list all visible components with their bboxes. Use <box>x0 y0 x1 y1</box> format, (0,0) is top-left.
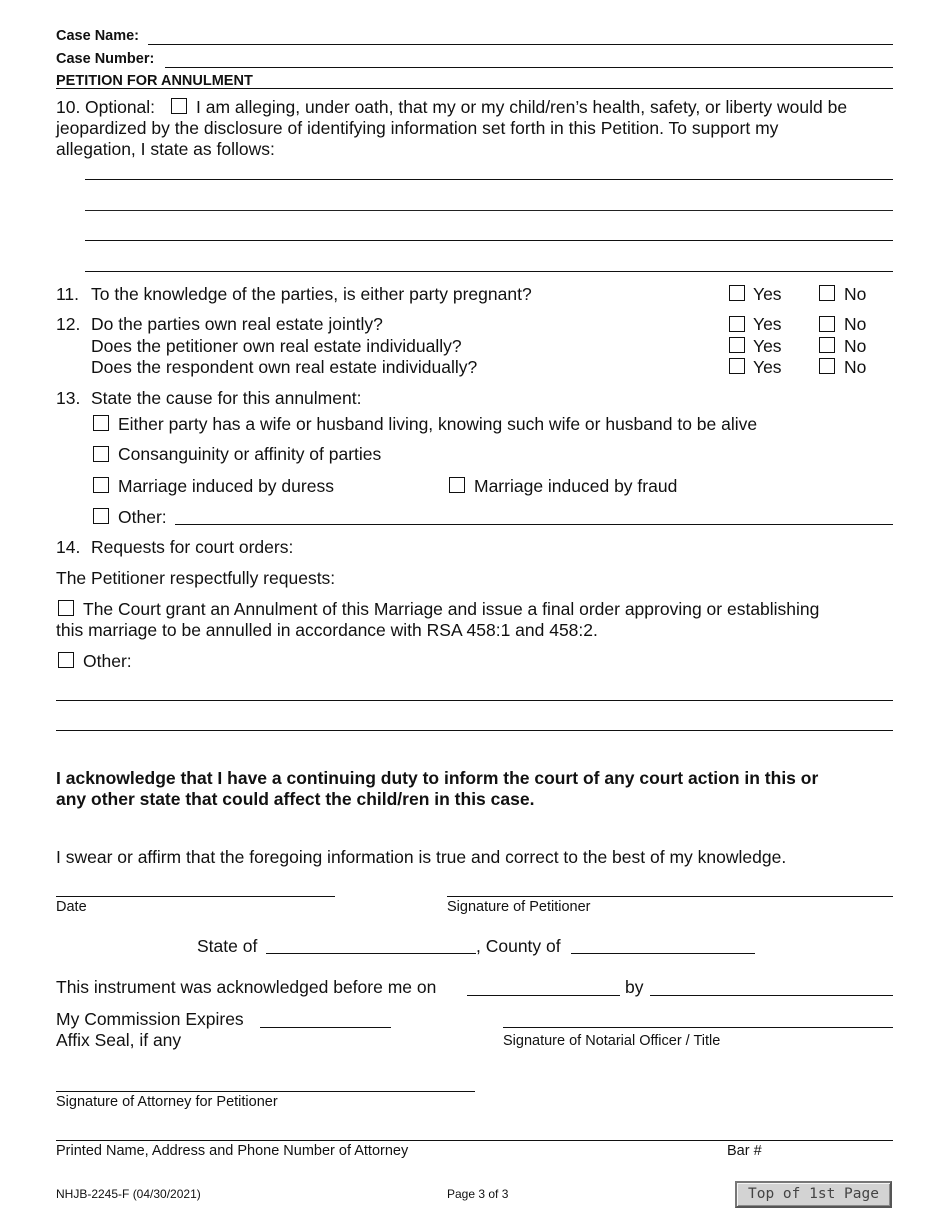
seal-label: Affix Seal, if any <box>56 1030 182 1050</box>
acknowledged-label: This instrument was acknowledged before me on <box>56 977 437 997</box>
notary-signature-label: Signature of Notarial Officer / Title <box>503 1033 721 1049</box>
item13-bigamy-label: Either party has a wife or husband living, knowing such wife or husband to be alive <box>118 414 758 434</box>
item12-respondent-yes-checkbox[interactable] <box>729 358 745 374</box>
petitioner-signature-label: Signature of Petitioner <box>447 899 591 915</box>
case-number-field[interactable] <box>165 67 893 68</box>
item11-number: 11. <box>56 284 80 304</box>
attorney-info-label: Printed Name, Address and Phone Number of Attorney <box>56 1143 409 1159</box>
page-number: Page 3 of 3 <box>447 1187 509 1201</box>
attorney-info-field[interactable] <box>56 1140 893 1141</box>
case-number-label: Case Number: <box>56 51 155 67</box>
item13-other-label: Other: <box>118 507 167 527</box>
state-label: State of <box>197 936 258 956</box>
request-other-label: Other: <box>83 651 132 671</box>
state-field[interactable] <box>266 953 476 954</box>
request-annulment-checkbox[interactable] <box>58 600 74 616</box>
attorney-signature-label: Signature of Attorney for Petitioner <box>56 1094 278 1110</box>
item13-bigamy-checkbox[interactable] <box>93 415 109 431</box>
item13-duress-checkbox[interactable] <box>93 477 109 493</box>
item10-number: 10. <box>56 97 81 117</box>
item11-no-label: No <box>844 284 867 304</box>
request-other-checkbox[interactable] <box>58 652 74 668</box>
item10-answer-line-4[interactable] <box>85 271 893 272</box>
item12-question-respondent: Does the respondent own real estate individually? <box>91 357 478 377</box>
request-annulment-line1: The Court grant an Annulment of this Marriage and issue a final order approving or establishing <box>83 599 820 619</box>
item13-other-checkbox[interactable] <box>93 508 109 524</box>
case-name-label: Case Name: <box>56 28 140 44</box>
item12-petitioner-yes-checkbox[interactable] <box>729 337 745 353</box>
case-name-field[interactable] <box>148 44 893 45</box>
item14-number: 14. <box>56 537 81 557</box>
item11-question: To the knowledge of the parties, is either party pregnant? <box>91 284 532 304</box>
county-label: , County of <box>476 936 561 956</box>
item13-fraud-checkbox[interactable] <box>449 477 465 493</box>
item12-joint-no-checkbox[interactable] <box>819 316 835 332</box>
item12-petitioner-no-checkbox[interactable] <box>819 337 835 353</box>
item11-yes-label: Yes <box>753 284 782 304</box>
item10-answer-line-1[interactable] <box>85 179 893 180</box>
acknowledged-by-field[interactable] <box>650 995 893 996</box>
item10-answer-line-3[interactable] <box>85 240 893 241</box>
item11-yes-checkbox[interactable] <box>729 285 745 301</box>
item12-joint-yes-label: Yes <box>753 314 782 334</box>
commission-label: My Commission Expires <box>56 1009 244 1029</box>
item12-respondent-no-label: No <box>844 357 867 377</box>
item10-checkbox[interactable] <box>171 98 187 114</box>
item12-petitioner-no-label: No <box>844 336 867 356</box>
item10-text-line2: jeopardized by the disclosure of identifying information set forth in this Petition. To support my <box>56 118 779 138</box>
item13-fraud-label: Marriage induced by fraud <box>474 476 678 496</box>
item10-text-line3: allegation, I state as follows: <box>56 139 275 159</box>
item13-consanguinity-label: Consanguinity or affinity of parties <box>118 444 382 464</box>
item12-respondent-no-checkbox[interactable] <box>819 358 835 374</box>
item13-duress-label: Marriage induced by duress <box>118 476 334 496</box>
item13-consanguinity-checkbox[interactable] <box>93 446 109 462</box>
request-other-line-1[interactable] <box>56 700 893 701</box>
affirmation-text: I swear or affirm that the foregoing information is true and correct to the best of my knowledge. <box>56 847 787 867</box>
item10-answer-line-2[interactable] <box>85 210 893 211</box>
county-field[interactable] <box>571 953 755 954</box>
item13-other-field[interactable] <box>175 524 893 525</box>
item12-question-joint: Do the parties own real estate jointly? <box>91 314 383 334</box>
request-annulment-line2: this marriage to be annulled in accordance with RSA 458:1 and 458:2. <box>56 620 598 640</box>
item14-intro: The Petitioner respectfully requests: <box>56 568 336 588</box>
item10-label: Optional: <box>85 97 156 117</box>
acknowledgment-line2: any other state that could affect the child/ren in this case. <box>56 789 535 809</box>
item13-question: State the cause for this annulment: <box>91 388 362 408</box>
acknowledged-date-field[interactable] <box>467 995 620 996</box>
item10-text-line1: I am alleging, under oath, that my or my child/ren’s health, safety, or liberty would be <box>196 97 848 117</box>
date-label: Date <box>56 899 87 915</box>
notary-signature-field[interactable] <box>503 1027 893 1028</box>
attorney-signature-field[interactable] <box>56 1091 475 1092</box>
item12-respondent-yes-label: Yes <box>753 357 782 377</box>
item13-number: 13. <box>56 388 81 408</box>
item12-question-petitioner: Does the petitioner own real estate individually? <box>91 336 462 356</box>
by-label: by <box>625 977 644 997</box>
request-other-line-2[interactable] <box>56 730 893 731</box>
commission-field[interactable] <box>260 1027 391 1028</box>
item12-petitioner-yes-label: Yes <box>753 336 782 356</box>
item12-number: 12. <box>56 314 81 334</box>
item11-no-checkbox[interactable] <box>819 285 835 301</box>
acknowledgment-line1: I acknowledge that I have a continuing duty to inform the court of any court action in this or <box>56 768 819 788</box>
item12-joint-no-label: No <box>844 314 867 334</box>
form-id: NHJB-2245-F (04/30/2021) <box>56 1187 201 1201</box>
header-divider <box>56 88 893 89</box>
date-field[interactable] <box>56 896 335 897</box>
item12-joint-yes-checkbox[interactable] <box>729 316 745 332</box>
petitioner-signature-field[interactable] <box>447 896 893 897</box>
form-title: PETITION FOR ANNULMENT <box>56 73 253 89</box>
top-of-first-page-button[interactable]: Top of 1st Page <box>735 1181 892 1208</box>
bar-number-label: Bar # <box>727 1143 762 1159</box>
item14-label: Requests for court orders: <box>91 537 294 557</box>
